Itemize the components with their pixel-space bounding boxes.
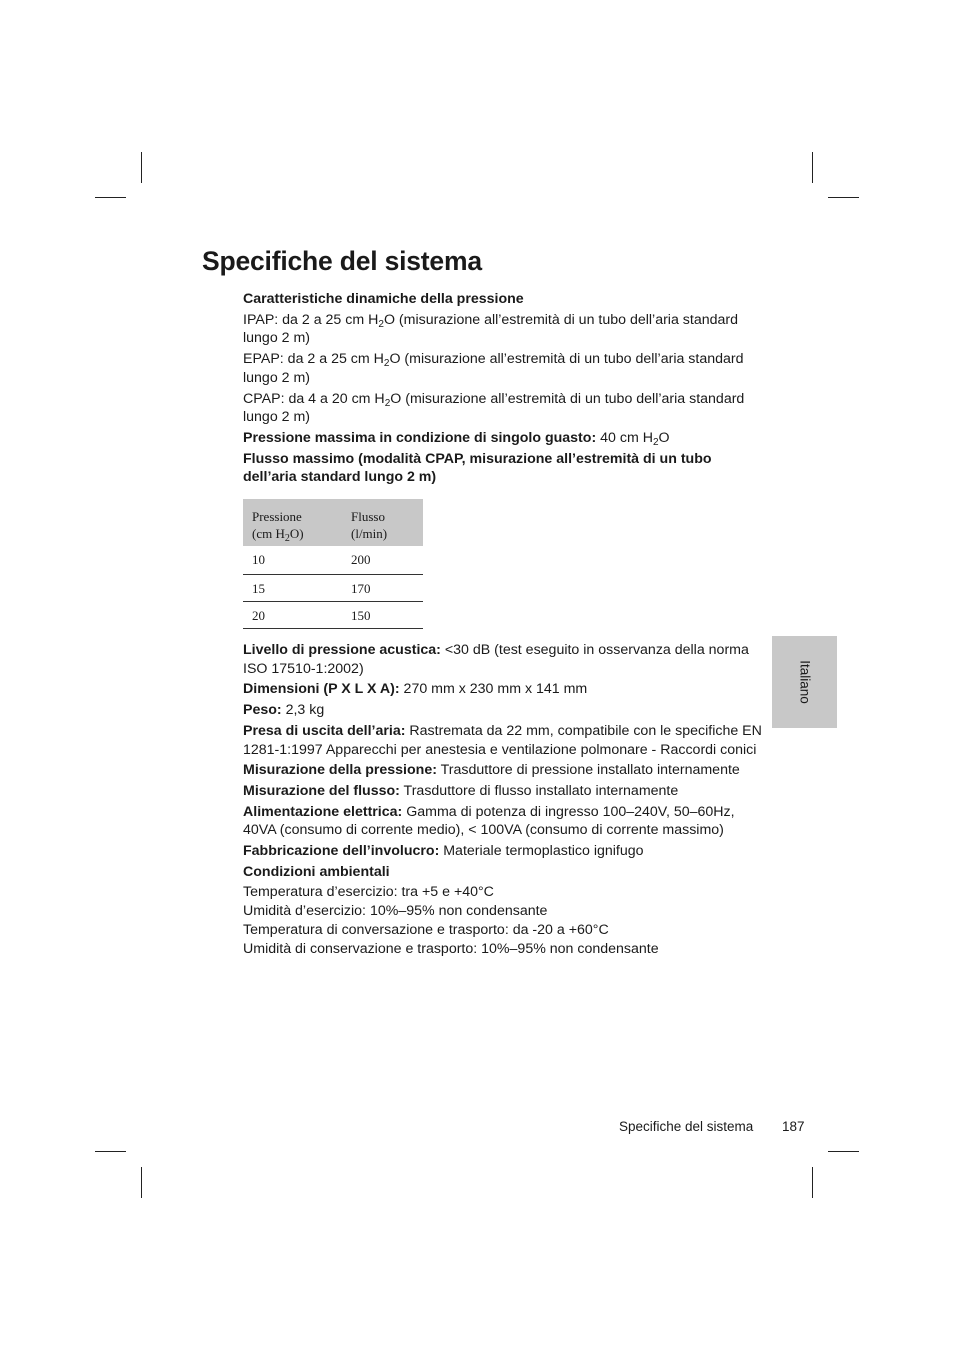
environment-line: Temperatura d’esercizio: tra +5 e +40°C [243,884,494,901]
table-header-flow: Flusso (l/min) [351,509,388,542]
pressure-dynamics-heading: Caratteristiche dinamiche della pressione [243,291,524,307]
table-cell-flow: 200 [351,552,371,568]
pressure-measurement-spec: Misurazione della pressione: Trasduttore di pressione installato internamente [243,762,740,779]
max-pressure-spec: Pressione massima in condizione di singolo guasto: 40 cm $H_2O$ [243,429,670,448]
flow-measurement-spec: Misurazione del flusso: Trasduttore di flusso installato internamente [243,782,679,799]
crop-mark [812,152,813,183]
language-tab [772,636,837,728]
footer-title: Specifiche del sistema [619,1119,754,1134]
cpap-spec: CPAP: da 4 a 20 cm $H_2O$ (misurazione all’estremità di un tubo dell’aria standard lungo 2 m) [243,390,745,426]
page-number: 187 [782,1119,805,1134]
environment-line: Temperatura di conversazione e trasporto: da -20 a +60°C [243,921,609,938]
weight-spec: Peso: 2,3 kg [243,702,325,719]
table-cell-pressure: 10 [252,552,265,568]
crop-mark [828,1151,859,1152]
enclosure-spec: Fabbricazione dell’involucro: Materiale termoplastico ignifugo [243,843,644,860]
page-title: Specifiche del sistema [202,246,482,276]
crop-mark [95,197,126,198]
table-cell-flow: 150 [351,608,371,624]
crop-mark [141,1167,142,1198]
air-outlet-spec: Presa di uscita dell’aria: Rastremata da 22 mm, compatibile con le specifiche EN 1281-1:1997 Apparecchi per anestesia e ventilazione polmonare - Raccordi conici [243,722,762,758]
environment-heading: Condizioni ambientali [243,863,390,880]
table-header-pressure: Pressione (cm $H_2O$) [252,509,304,545]
environment-list [243,883,763,958]
environment-line: Umidità di conservazione e trasporto: 10%–95% non condensante [243,940,659,957]
max-flow-heading: Flusso massimo (modalità CPAP, misurazione all’estremità di un tubo dell’aria standard lungo 2 m) [243,450,712,486]
epap-spec: EPAP: da 2 a 25 cm $H_2O$ (misurazione all’estremità di un tubo dell’aria standard lungo 2 m) [243,351,744,386]
power-supply-spec: Alimentazione elettrica: Gamma di potenza di ingresso 100–240V, 50–60Hz, 40VA (consumo di corrente medio), < 100VA (consumo di corrente massimo) [243,803,735,839]
table-header [243,499,423,546]
table-cell-pressure: 15 [252,581,265,597]
table-cell-pressure: 20 [252,608,265,624]
spec-content [243,290,763,958]
table-cell-flow: 170 [351,581,371,597]
crop-mark [95,1151,126,1152]
table-row [243,602,423,629]
table-row [243,546,423,575]
crop-mark [812,1167,813,1198]
acoustic-level-spec: Livello di pressione acustica: <30 dB (test eseguito in osservanza della norma ISO 17510-1:2002) [243,642,749,677]
table-row [243,575,423,602]
dimensions-spec: Dimensioni (P X L X A): 270 mm x 230 mm x 141 mm [243,681,588,698]
environment-line: Umidità d’esercizio: 10%–95% non condensante [243,903,548,920]
crop-mark [141,152,142,183]
crop-mark [828,197,859,198]
max-flow-table [243,499,423,629]
ipap-spec: IPAP: da 2 a 25 cm $H_2O$ (misurazione all’estremità di un tubo dell’aria standard lungo 2 m) [243,311,739,347]
language-tab-label: Italiano [797,660,812,704]
